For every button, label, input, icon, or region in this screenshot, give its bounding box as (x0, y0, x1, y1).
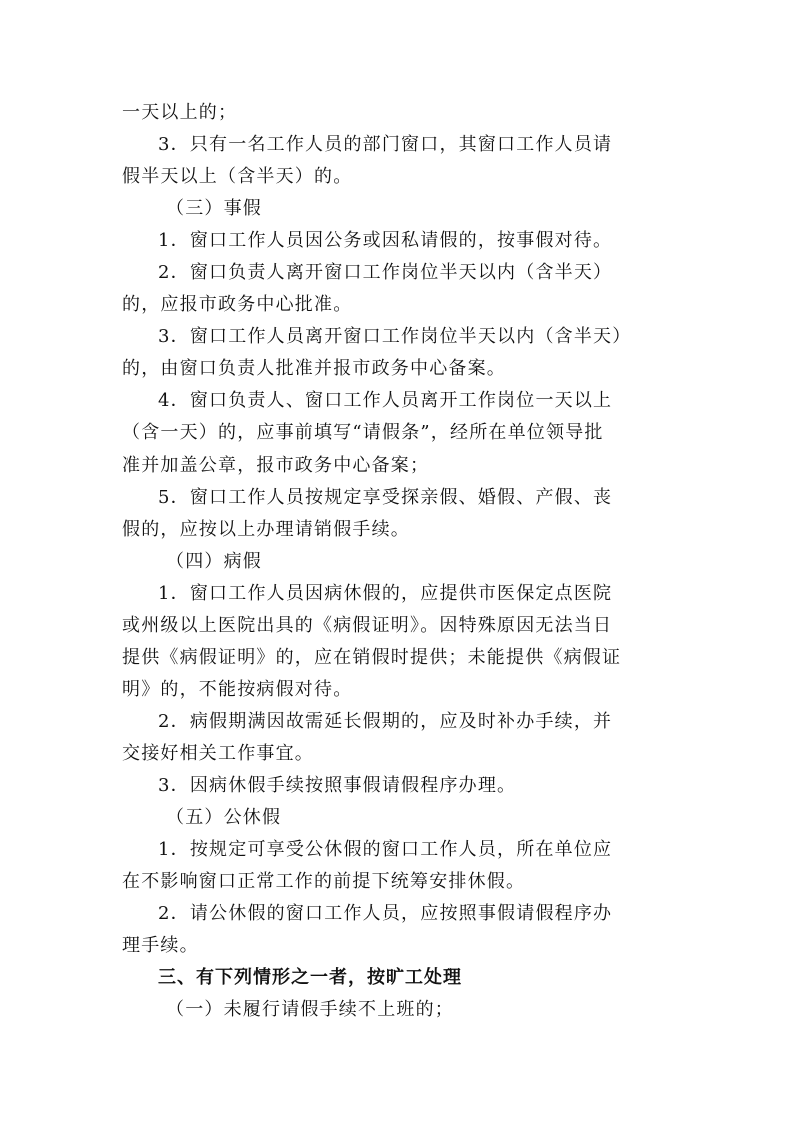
text-line: 在不影响窗口正常工作的前提下统筹安排休假。 (122, 871, 526, 893)
text-line: 2．窗口负责人离开窗口工作岗位半天以内（含半天） (158, 262, 613, 284)
text-line: 2．病假期满因故需延长假期的，应及时补办手续，并 (158, 710, 613, 732)
text-line: 4．窗口负责人、窗口工作人员离开工作岗位一天以上 (158, 390, 613, 412)
text-line: 理手续。 (122, 935, 199, 957)
text-line: 5．窗口工作人员按规定享受探亲假、婚假、产假、丧 (158, 486, 613, 508)
text-line: 提供《病假证明》的，应在销假时提供；未能提供《病假证 (122, 646, 622, 668)
text-line: 的，应报市政务中心批准。 (122, 294, 353, 316)
text-line: 假半天以上（含半天）的。 (122, 166, 353, 188)
section-heading: 三、有下列情形之一者，按旷工处理 (158, 967, 462, 989)
section-subheading: （三）事假 (166, 198, 262, 220)
text-line: 一天以上的； (122, 102, 238, 123)
document-body (122, 97, 674, 1026)
section-subheading: （五）公休假 (166, 807, 282, 829)
text-line: 准并加盖公章，报市政务中心备案； (122, 454, 430, 476)
text-line: （一）未履行请假手续不上班的； (166, 999, 454, 1021)
text-line: 1．窗口工作人员因病休假的，应提供市医保定点医院 (158, 582, 613, 604)
section-subheading: （四）病假 (166, 550, 262, 572)
text-line: 明》的，不能按病假对待。 (122, 678, 353, 700)
text-line: 3．因病休假手续按照事假请假程序办理。 (158, 774, 517, 796)
text-line: 交接好相关工作事宜。 (122, 742, 314, 764)
text-line: 3．只有一名工作人员的部门窗口，其窗口工作人员请 (158, 134, 613, 156)
text-line: 假的，应按以上办理请销假手续。 (122, 518, 410, 540)
text-line: 1．窗口工作人员因公务或因私请假的，按事假对待。 (158, 230, 613, 252)
text-line: 1．按规定可享受公休假的窗口工作人员，所在单位应 (158, 839, 613, 861)
text-line: 2．请公休假的窗口工作人员，应按照事假请假程序办 (158, 903, 613, 925)
text-line: （含一天）的，应事前填写“请假条”，经所在单位领导批 (122, 422, 604, 444)
text-line: 3．窗口工作人员离开窗口工作岗位半天以内（含半天） (158, 326, 632, 348)
text-line: 或州级以上医院出具的《病假证明》。因特殊原因无法当日 (122, 614, 613, 636)
text-line: 的，由窗口负责人批准并报市政务中心备案。 (122, 358, 506, 380)
